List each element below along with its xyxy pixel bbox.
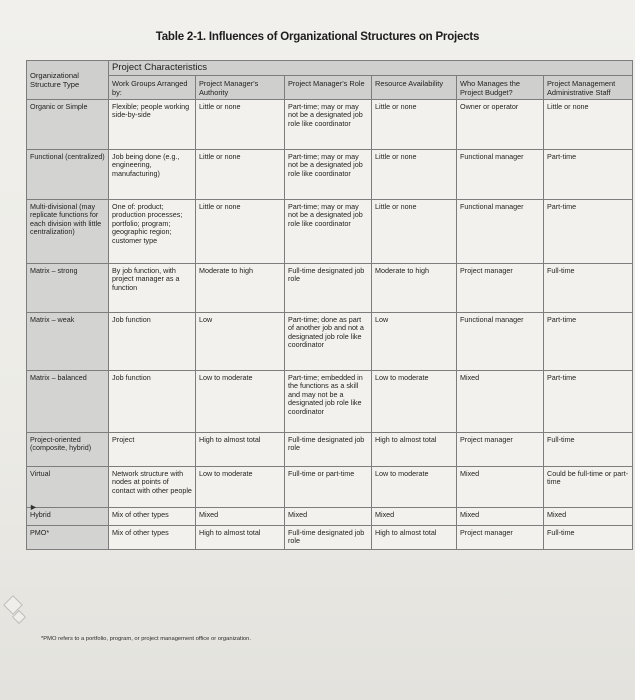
table-cell: High to almost total: [372, 432, 457, 466]
table-cell: Part-time: [544, 312, 633, 370]
row-type-label: Matrix – balanced: [27, 370, 109, 432]
row-type-label: Virtual: [27, 466, 109, 507]
table-cell: Mixed: [457, 466, 544, 507]
table-cell: Mixed: [457, 370, 544, 432]
header-project-characteristics: Project Characteristics: [109, 61, 633, 76]
table-cell: One of: product; production processes; portfolio; program; geographic region; customer type: [109, 199, 196, 263]
table-cell: Part-time; may or may not be a designated job role like coordinator: [285, 199, 372, 263]
table-cell: Low to moderate: [372, 370, 457, 432]
table-row: [27, 466, 633, 507]
table-row: [27, 99, 633, 149]
table-cell: Part-time; may or may not be a designated job role like coordinator: [285, 149, 372, 199]
column-header: Project Management Administrative Staff: [544, 75, 633, 99]
table-cell: Part-time; embedded in the functions as a skill and may not be a designated job role like coordinator: [285, 370, 372, 432]
column-header: Who Manages the Project Budget?: [457, 75, 544, 99]
row-type-label: Organic or Simple: [27, 99, 109, 149]
table-cell: High to almost total: [372, 525, 457, 549]
table-cell: Project manager: [457, 263, 544, 312]
column-header: Project Manager's Role: [285, 75, 372, 99]
table-row: [27, 507, 633, 525]
table-cell: Could be full-time or part-time: [544, 466, 633, 507]
table-cell: Little or none: [372, 149, 457, 199]
table-cell: Part-time; may or may not be a designated job role like coordinator: [285, 99, 372, 149]
table-cell: Little or none: [196, 199, 285, 263]
table-cell: High to almost total: [196, 432, 285, 466]
table-cell: Full-time: [544, 263, 633, 312]
table-footnote: *PMO refers to a portfolio, program, or project management office or organization.: [41, 636, 251, 642]
table-cell: Part-time: [544, 370, 633, 432]
table-cell: Functional manager: [457, 149, 544, 199]
table-row: [27, 370, 633, 432]
table-cell: Part-time; done as part of another job and not a designated job role like coordinator: [285, 312, 372, 370]
row-type-label: Matrix – weak: [27, 312, 109, 370]
row-type-label: Hybrid: [27, 507, 109, 525]
table-cell: Full-time: [544, 525, 633, 549]
row-type-label: Matrix – strong: [27, 263, 109, 312]
table-cell: Functional manager: [457, 199, 544, 263]
table-cell: Project manager: [457, 432, 544, 466]
table-cell: Mixed: [285, 507, 372, 525]
table-cell: Low: [372, 312, 457, 370]
structures-table: [26, 60, 633, 550]
table-row: [27, 312, 633, 370]
table-row: [27, 263, 633, 312]
header-structure-type: Organizational Structure Type: [27, 61, 109, 100]
table-title: Table 2-1. Influences of Organizational Structures on Projects: [155, 31, 480, 43]
table-cell: Low to moderate: [196, 370, 285, 432]
table-cell: Low to moderate: [196, 466, 285, 507]
table-cell: Job function: [109, 312, 196, 370]
table-cell: Project manager: [457, 525, 544, 549]
table-cell: Moderate to high: [372, 263, 457, 312]
table-cell: By job function, with project manager as a function: [109, 263, 196, 312]
table-cell: Full-time designated job role: [285, 432, 372, 466]
table-cell: Mix of other types: [109, 525, 196, 549]
table-cell: Owner or operator: [457, 99, 544, 149]
row-type-label: Functional (centralized): [27, 149, 109, 199]
table-cell: Mix of other types: [109, 507, 196, 525]
table-row: [27, 149, 633, 199]
table-cell: Little or none: [372, 99, 457, 149]
table-cell: Full-time designated job role: [285, 525, 372, 549]
table-cell: High to almost total: [196, 525, 285, 549]
pointer-arrow-icon: ►: [29, 502, 38, 512]
table-cell: Full-time: [544, 432, 633, 466]
column-header: Work Groups Arranged by:: [109, 75, 196, 99]
table-cell: Mixed: [457, 507, 544, 525]
table-row: [27, 525, 633, 549]
row-type-label: PMO*: [27, 525, 109, 549]
table-cell: Little or none: [544, 99, 633, 149]
table-cell: Full-time or part-time: [285, 466, 372, 507]
table-row: [27, 199, 633, 263]
table-cell: Little or none: [196, 149, 285, 199]
table-cell: Project: [109, 432, 196, 466]
table-cell: Job being done (e.g., engineering, manufacturing): [109, 149, 196, 199]
column-header: Resource Availability: [372, 75, 457, 99]
table-cell: Flexible; people working side-by-side: [109, 99, 196, 149]
table-cell: Mixed: [372, 507, 457, 525]
table-cell: Network structure with nodes at points of contact with other people: [109, 466, 196, 507]
table-row: [27, 432, 633, 466]
table-cell: Mixed: [196, 507, 285, 525]
table-cell: Part-time: [544, 199, 633, 263]
row-type-label: Multi-divisional (may replicate functions for each division with little centralization): [27, 199, 109, 263]
table-cell: Little or none: [196, 99, 285, 149]
table-cell: Low: [196, 312, 285, 370]
table-cell: Job function: [109, 370, 196, 432]
table-cell: Little or none: [372, 199, 457, 263]
table-cell: Low to moderate: [372, 466, 457, 507]
row-type-label: Project-oriented (composite, hybrid): [27, 432, 109, 466]
table-cell: Functional manager: [457, 312, 544, 370]
table-cell: Full-time designated job role: [285, 263, 372, 312]
table-cell: Part-time: [544, 149, 633, 199]
table-cell: Moderate to high: [196, 263, 285, 312]
column-header: Project Manager's Authority: [196, 75, 285, 99]
table-cell: Mixed: [544, 507, 633, 525]
